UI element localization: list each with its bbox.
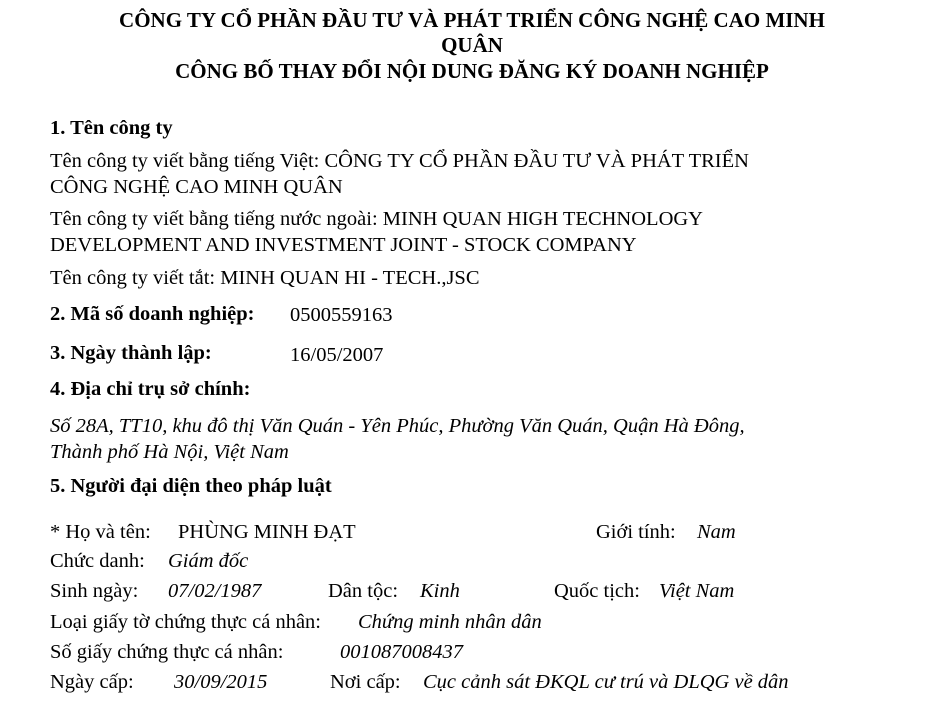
id-document-type-label: Loại giấy tờ chứng thực cá nhân: xyxy=(50,611,322,633)
announcement-title: CÔNG BỐ THAY ĐỔI NỘI DUNG ĐĂNG KÝ DOANH NGHIỆP xyxy=(175,59,769,83)
enterprise-code-label: 2. Mã số doanh nghiệp: xyxy=(50,303,255,325)
issue-place-label: Nơi cấp: xyxy=(330,671,401,693)
company-title-line2: QUÂN xyxy=(441,33,503,57)
address-line1: Số 28A, TT10, khu đô thị Văn Quán - Yên Phúc, Phường Văn Quán, Quận Hà Đông, xyxy=(50,415,745,437)
head-office-heading: 4. Địa chỉ trụ sở chính: xyxy=(50,378,251,400)
foreign-company-name-line1: Tên công ty viết bằng tiếng nước ngoài: MINH QUAN HIGH TECHNOLOGY xyxy=(50,208,703,230)
full-name-value: PHÙNG MINH ĐẠT xyxy=(178,521,356,543)
issue-place-value: Cục cảnh sát ĐKQL cư trú và DLQG về dân xyxy=(423,671,789,693)
section1-heading: 1. Tên công ty xyxy=(50,117,173,139)
founding-date-value: 16/05/2007 xyxy=(290,344,384,366)
vn-company-name-line2: CÔNG NGHỆ CAO MINH QUÂN xyxy=(50,176,343,198)
position-value: Giám đốc xyxy=(168,550,249,572)
birth-date-value: 07/02/1987 xyxy=(168,580,262,602)
gender-label: Giới tính: xyxy=(596,521,676,543)
full-name-label: * Họ và tên: xyxy=(50,521,151,543)
nationality-value: Việt Nam xyxy=(659,580,735,602)
address-line2: Thành phố Hà Nội, Việt Nam xyxy=(50,441,289,463)
id-document-type-value: Chứng minh nhân dân xyxy=(358,611,542,633)
ethnicity-value: Kinh xyxy=(420,580,460,602)
foreign-company-name-line2: DEVELOPMENT AND INVESTMENT JOINT - STOCK COMPANY xyxy=(50,234,637,256)
position-label: Chức danh: xyxy=(50,550,145,572)
issue-date-label: Ngày cấp: xyxy=(50,671,134,693)
legal-representative-heading: 5. Người đại diện theo pháp luật xyxy=(50,475,332,497)
ethnicity-label: Dân tộc: xyxy=(328,580,399,602)
gender-value: Nam xyxy=(697,521,736,543)
short-company-name: Tên công ty viết tắt: MINH QUAN HI - TECH.,JSC xyxy=(50,267,480,289)
issue-date-value: 30/09/2015 xyxy=(174,671,268,693)
id-number-label: Số giấy chứng thực cá nhân: xyxy=(50,641,284,663)
nationality-label: Quốc tịch: xyxy=(554,580,640,602)
founding-date-label: 3. Ngày thành lập: xyxy=(50,342,212,364)
company-title-line1: CÔNG TY CỔ PHẦN ĐẦU TƯ VÀ PHÁT TRIỂN CÔNG NGHỆ CAO MINH xyxy=(119,8,825,32)
vn-company-name-line1: Tên công ty viết bằng tiếng Việt: CÔNG TY CỔ PHẦN ĐẦU TƯ VÀ PHÁT TRIỂN xyxy=(50,150,749,172)
id-number-value: 001087008437 xyxy=(340,641,463,663)
birth-date-label: Sinh ngày: xyxy=(50,580,139,602)
enterprise-code-value: 0500559163 xyxy=(290,304,393,326)
